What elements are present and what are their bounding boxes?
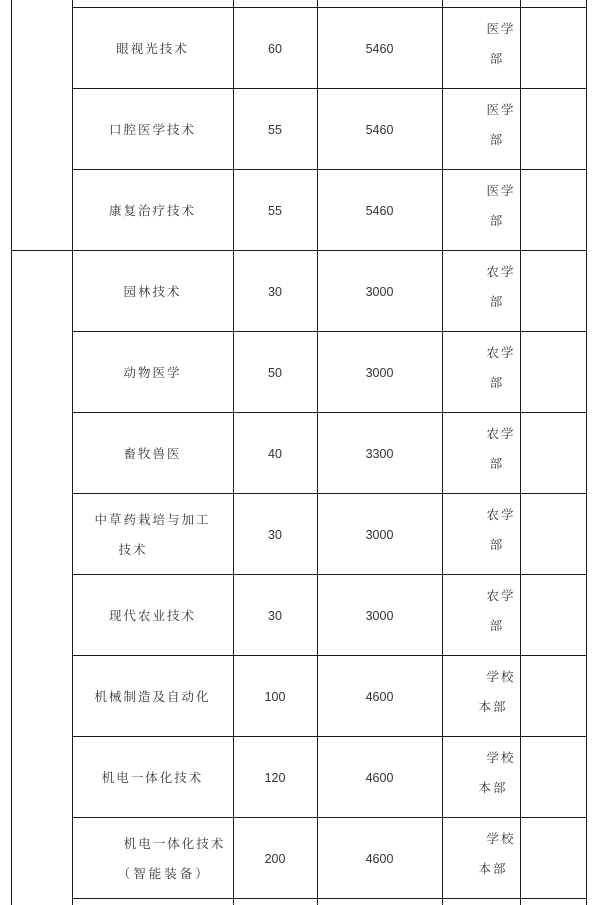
dept-cell: 学校 本部 bbox=[478, 669, 516, 714]
plan-cell: 30 bbox=[268, 284, 282, 299]
table-row bbox=[72, 818, 586, 899]
table-row bbox=[72, 656, 586, 737]
fee-cell: 3300 bbox=[365, 446, 394, 461]
dept-cell: 农学 部 bbox=[486, 426, 516, 471]
fee-cell: 5460 bbox=[365, 203, 394, 218]
table-row bbox=[72, 251, 586, 332]
plan-cell: 55 bbox=[268, 203, 282, 218]
major-cell: 中草药栽培与加工 技术 bbox=[94, 511, 211, 557]
empty-cell bbox=[520, 251, 586, 332]
empty-cell bbox=[520, 413, 586, 494]
empty-cell bbox=[520, 656, 586, 737]
dept-cell: 农学 部 bbox=[486, 345, 516, 390]
plan-cell: 30 bbox=[268, 527, 282, 542]
major-cell: 动物医学 bbox=[123, 364, 182, 380]
empty-cell bbox=[520, 737, 586, 818]
dept-cell: 学校 本部 bbox=[478, 831, 516, 876]
fee-cell: 3000 bbox=[365, 527, 394, 542]
fee-cell: 4600 bbox=[365, 851, 394, 866]
dept-cell: 医学 部 bbox=[486, 183, 516, 228]
table-row bbox=[72, 737, 586, 818]
major-cell: 机电一体化技术 （智能装备） bbox=[117, 835, 226, 881]
fee-cell: 5460 bbox=[365, 122, 394, 137]
dept-cell: 农学 部 bbox=[486, 264, 516, 309]
empty-cell bbox=[520, 8, 586, 89]
dept-cell: 医学 部 bbox=[486, 21, 516, 66]
empty-cell bbox=[520, 575, 586, 656]
fee-cell: 3000 bbox=[365, 608, 394, 623]
fee-cell: 3000 bbox=[365, 284, 394, 299]
fee-cell: 5460 bbox=[365, 41, 394, 56]
major-cell: 眼视光技术 bbox=[116, 40, 189, 56]
empty-cell bbox=[520, 170, 586, 251]
table-border-right bbox=[586, 0, 587, 905]
table-border-left bbox=[11, 0, 12, 905]
table-row bbox=[72, 413, 586, 494]
major-cell: 口腔医学技术 bbox=[108, 121, 196, 137]
empty-cell bbox=[520, 89, 586, 170]
plan-cell: 40 bbox=[268, 446, 282, 461]
plan-cell: 60 bbox=[268, 41, 282, 56]
plan-cell: 55 bbox=[268, 122, 282, 137]
dept-cell: 农学 部 bbox=[486, 588, 516, 633]
fee-cell: 4600 bbox=[365, 770, 394, 785]
fee-cell: 4600 bbox=[365, 689, 394, 704]
table-row bbox=[72, 332, 586, 413]
major-cell: 康复治疗技术 bbox=[108, 202, 196, 218]
major-cell: 现代农业技术 bbox=[108, 607, 196, 623]
table-row bbox=[72, 494, 586, 575]
plan-cell: 30 bbox=[268, 608, 282, 623]
dept-cell: 医学 部 bbox=[486, 102, 516, 147]
dept-cell: 农学 部 bbox=[486, 507, 516, 552]
empty-cell bbox=[520, 494, 586, 575]
plan-cell: 50 bbox=[268, 365, 282, 380]
major-cell: 畜牧兽医 bbox=[123, 445, 182, 461]
table-row bbox=[72, 8, 586, 89]
major-cell: 机电一体化技术 bbox=[101, 769, 204, 785]
empty-cell bbox=[520, 332, 586, 413]
major-cell: 机械制造及自动化 bbox=[94, 688, 211, 704]
table-row bbox=[72, 170, 586, 251]
plan-cell: 200 bbox=[264, 851, 286, 866]
empty-cell bbox=[520, 818, 586, 899]
major-cell: 园林技术 bbox=[123, 283, 182, 299]
fee-cell: 3000 bbox=[365, 365, 394, 380]
dept-cell: 学校 本部 bbox=[478, 750, 516, 795]
table-row bbox=[72, 89, 586, 170]
plan-cell: 100 bbox=[264, 689, 286, 704]
table-row bbox=[72, 575, 586, 656]
plan-cell: 120 bbox=[264, 770, 286, 785]
